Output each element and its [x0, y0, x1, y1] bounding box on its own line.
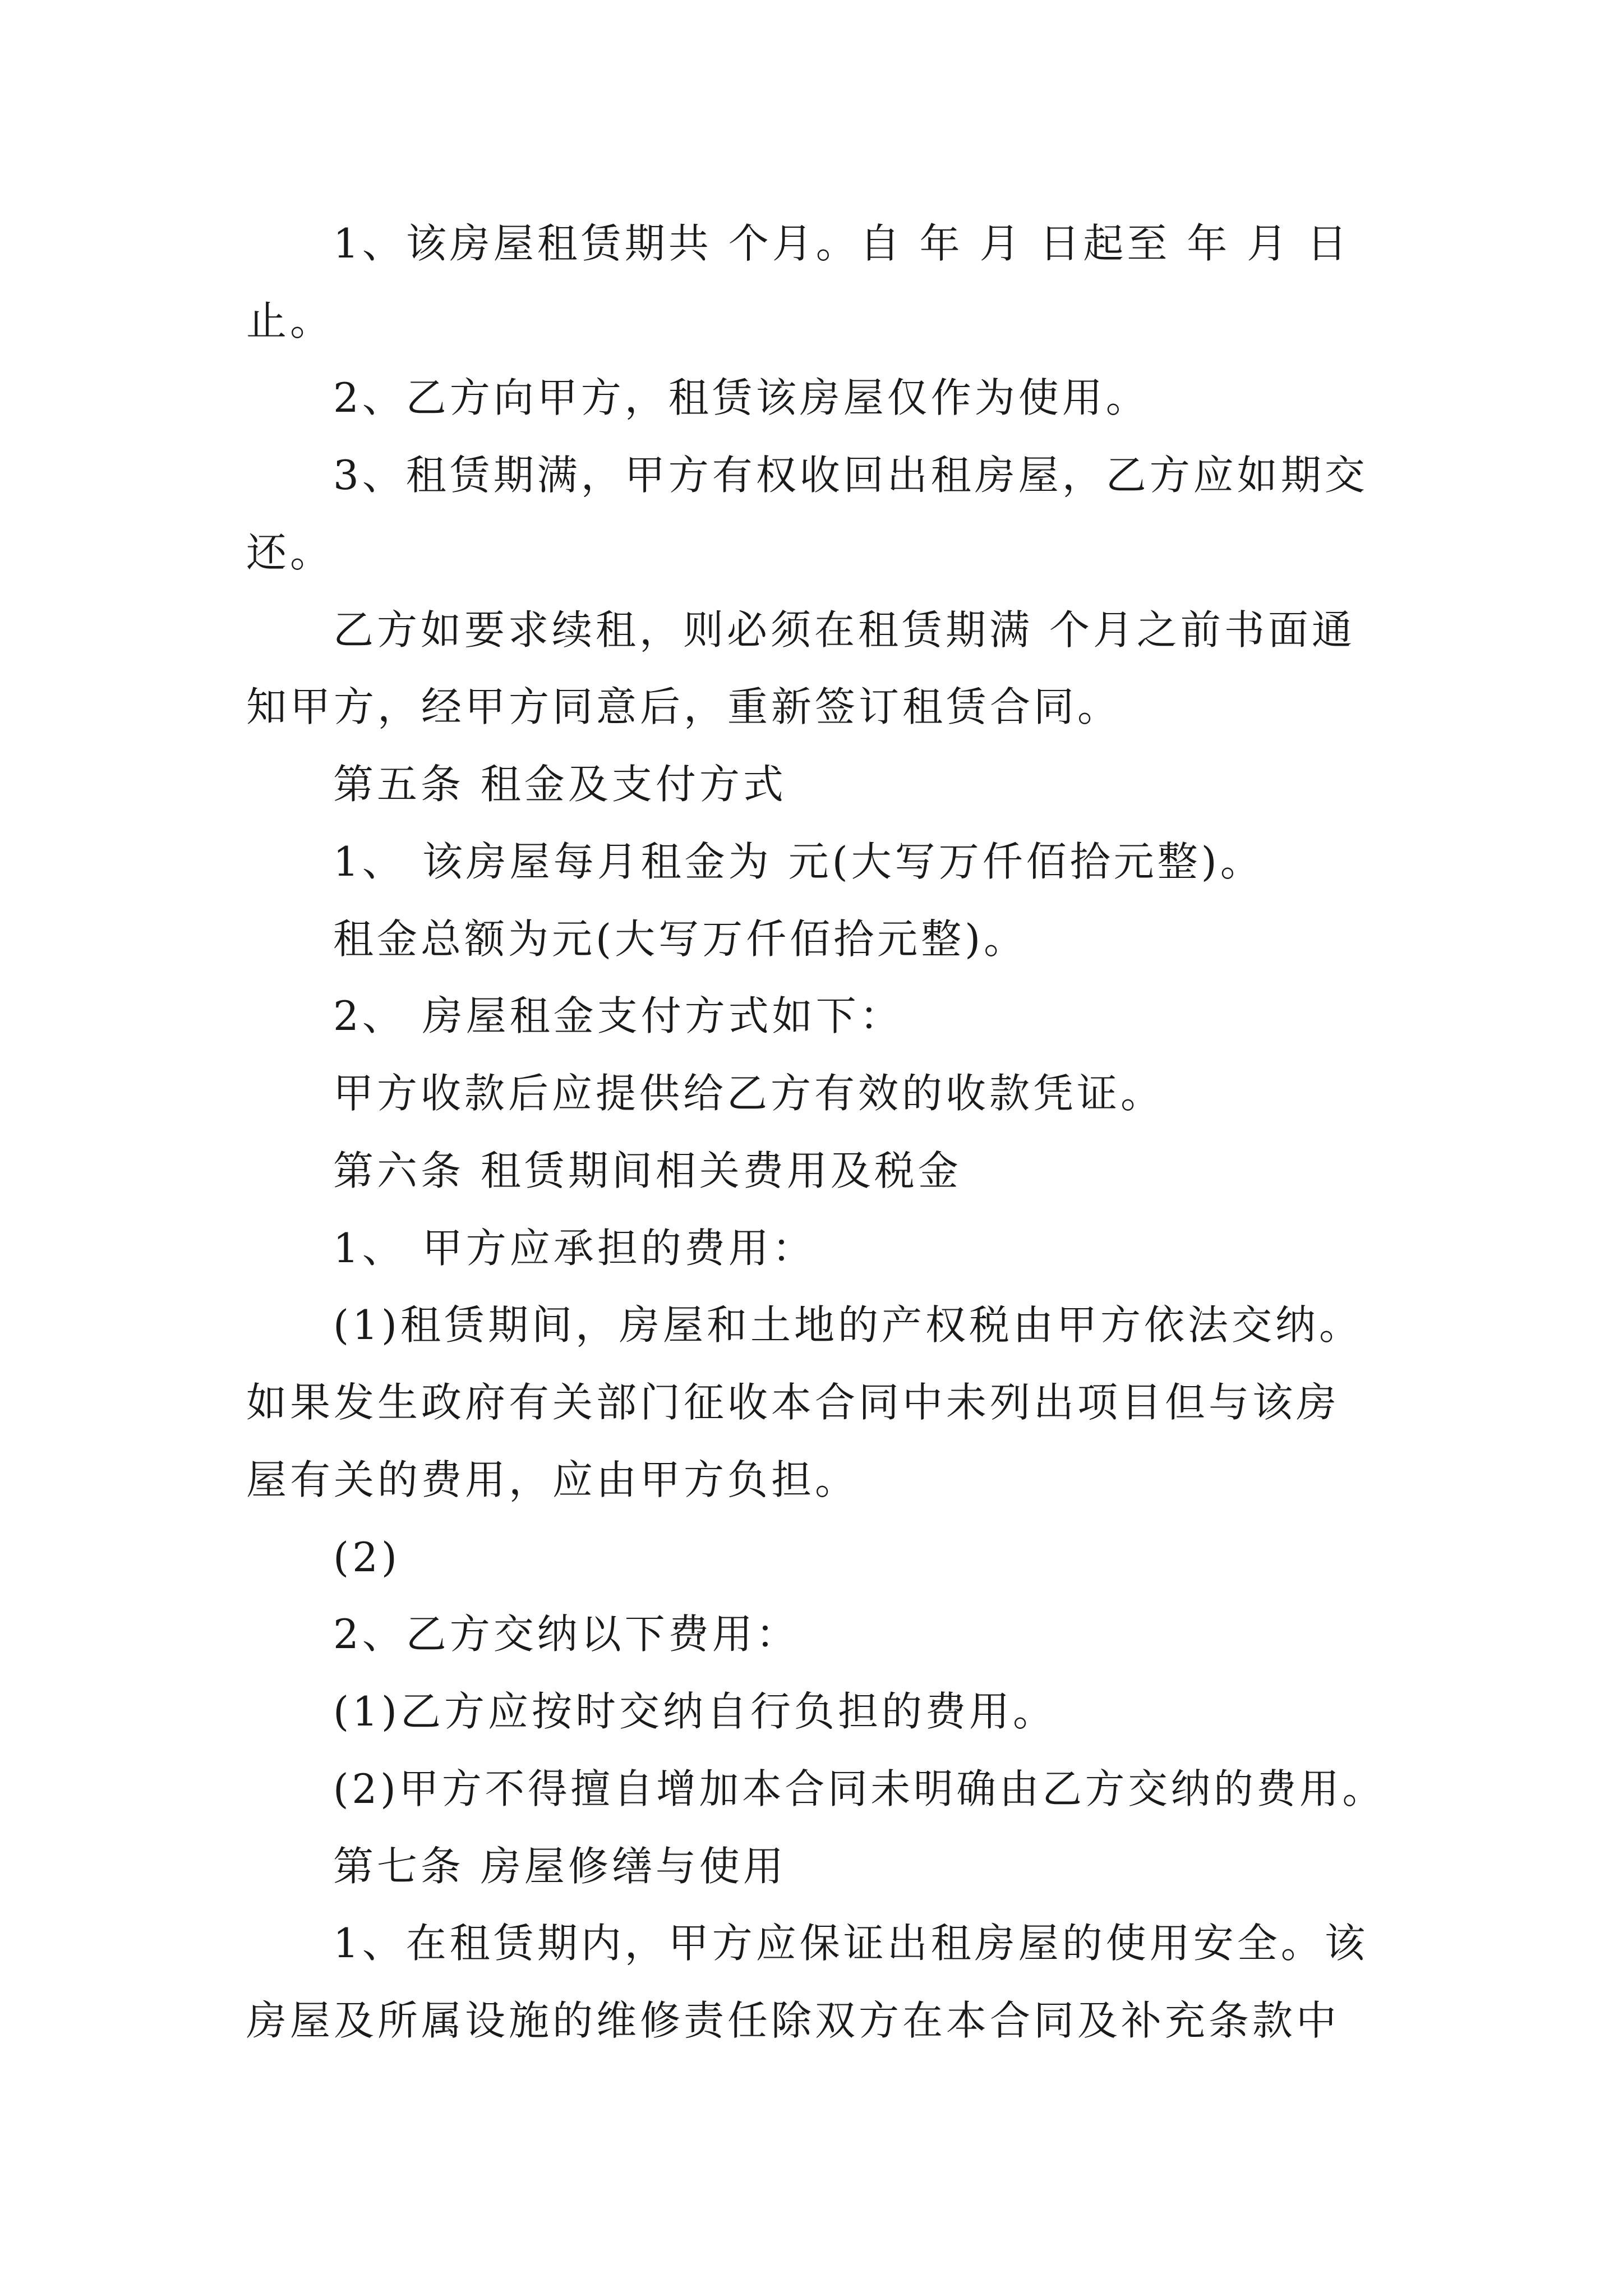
section-heading: 第五条 租金及支付方式: [333, 761, 787, 808]
text-line: 2、乙方交纳以下费用：: [333, 1611, 800, 1658]
text-line: (2): [333, 1534, 400, 1581]
text-line: 乙方如要求续租，则必须在租赁期满 个月之前书面通: [333, 606, 1355, 654]
text-line: 还。: [246, 529, 334, 576]
text-line: 知甲方，经甲方同意后，重新签订租赁合同。: [246, 683, 1122, 730]
text-line: 1、该房屋租赁期共 个月。自 年 月 日起至 年 月 日: [333, 220, 1351, 267]
text-line: 1、 该房屋每月租金为 元(大写万仟佰拾元整)。: [333, 838, 1264, 885]
text-line: 1、 甲方应承担的费用：: [333, 1225, 816, 1272]
text-line: (1)乙方应按时交纳自行负担的费用。: [333, 1688, 1057, 1735]
text-line: 2、 房屋租金支付方式如下：: [333, 992, 903, 1039]
text-line: 止。: [246, 297, 334, 344]
text-line: 2、乙方向甲方，租赁该房屋仅作为使用。: [333, 374, 1150, 421]
text-line: 屋有关的费用，应由甲方负担。: [246, 1456, 859, 1503]
section-heading: 第七条 房屋修缮与使用: [333, 1843, 787, 1890]
text-line: 3、租赁期满，甲方有权收回出租房屋，乙方应如期交: [333, 452, 1368, 499]
text-line: 租金总额为元(大写万仟佰拾元整)。: [333, 915, 1028, 963]
text-line: (1)租赁期间，房屋和土地的产权税由甲方依法交纳。: [333, 1301, 1363, 1349]
text-line: (2)甲方不得擅自增加本合同未明确由乙方交纳的费用。: [333, 1765, 1385, 1812]
section-heading: 第六条 租赁期间相关费用及税金: [333, 1147, 962, 1194]
text-line: 甲方收款后应提供给乙方有效的收款凭证。: [333, 1070, 1165, 1117]
text-line: 如果发生政府有关部门征收本合同中未列出项目但与该房: [246, 1379, 1340, 1426]
text-line: 房屋及所属设施的维修责任除双方在本合同及补充条款中: [246, 1997, 1340, 2044]
text-line: 1、在租赁期内，甲方应保证出租房屋的使用安全。该: [333, 1920, 1368, 1967]
